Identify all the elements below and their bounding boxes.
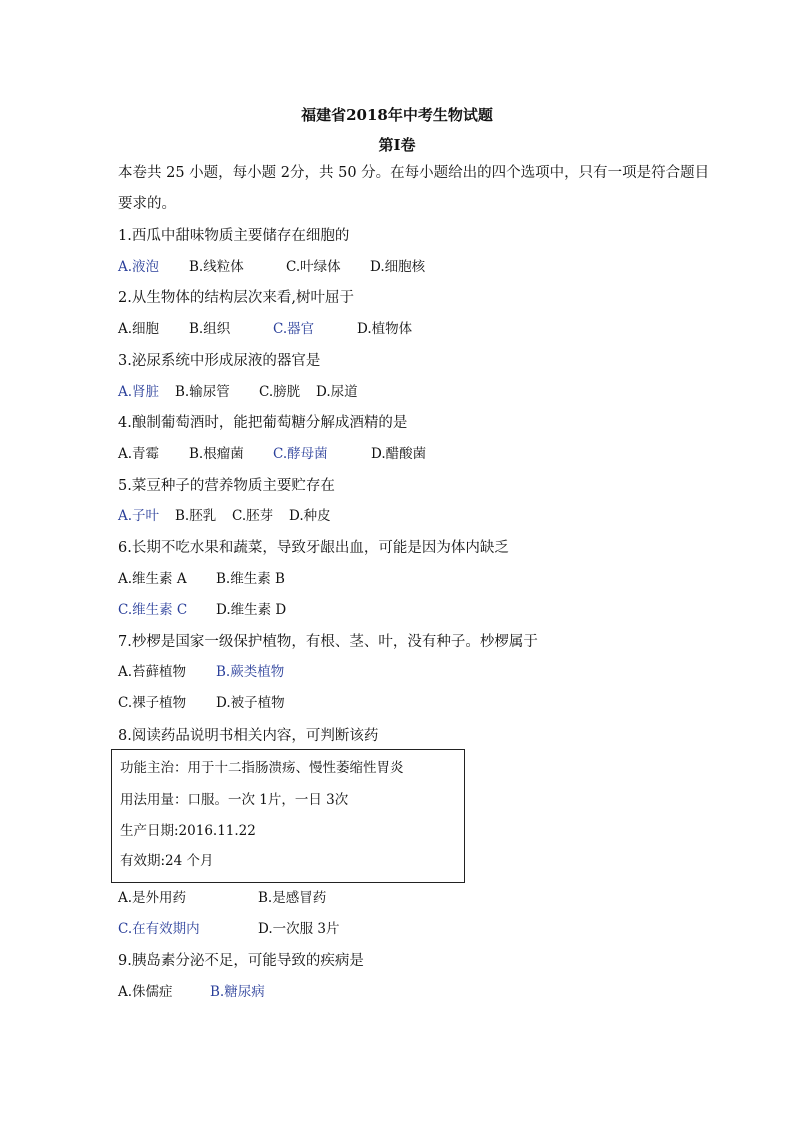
option-5b: B.胚乳 xyxy=(175,508,217,524)
question-2-options xyxy=(118,323,412,337)
question-6-options-row-1 xyxy=(118,573,285,587)
option-9b: B.糖尿病 xyxy=(210,984,265,1000)
option-3c: C.膀胱 xyxy=(259,384,301,400)
option-6a: A.维生素 A xyxy=(118,571,187,587)
option-8b: B.是感冒药 xyxy=(258,890,327,906)
question-7-options-row-1 xyxy=(118,666,284,680)
question-1-stem: 1.西瓜中甜味物质主要储存在细胞的 xyxy=(118,228,350,244)
option-4a: A.青霉 xyxy=(118,446,160,462)
option-1c: C.叶绿体 xyxy=(286,259,341,275)
question-8-options-row-2 xyxy=(118,923,340,937)
question-5-options xyxy=(118,510,331,524)
question-5-stem: 5.菜豆种子的营养物质主要贮存在 xyxy=(118,478,335,494)
option-5c: C.胚芽 xyxy=(232,508,274,524)
medicine-label-box xyxy=(111,749,465,883)
question-1-options xyxy=(118,261,425,275)
option-2d: D.植物体 xyxy=(357,321,413,337)
option-3b: B.输尿管 xyxy=(175,384,230,400)
question-4-stem: 4.酿制葡萄酒时，能把葡萄糖分解成酒精的是 xyxy=(118,415,408,431)
option-1a: A.液泡 xyxy=(118,259,160,275)
page-title: 福建省2018年中考生物试题 xyxy=(301,106,493,124)
option-8d: D.一次服 3片 xyxy=(258,921,340,937)
question-8-options-row-1 xyxy=(118,892,326,906)
question-4-options xyxy=(118,448,426,462)
option-1b: B.线粒体 xyxy=(189,259,244,275)
question-9-stem: 9.胰岛素分泌不足，可能导致的疾病是 xyxy=(118,953,364,969)
option-8c: C.在有效期内 xyxy=(118,921,200,937)
question-9-options xyxy=(118,986,265,1000)
section-title: 第Ⅰ卷 xyxy=(378,136,416,154)
option-6d: D.维生素 D xyxy=(216,602,287,618)
question-7-options-row-2 xyxy=(118,697,285,711)
option-2b: B.组织 xyxy=(189,321,231,337)
option-6b: B.维生素 B xyxy=(216,571,285,587)
question-3-stem: 3.泌尿系统中形成尿液的器官是 xyxy=(118,353,321,369)
option-4b: B.根瘤菌 xyxy=(189,446,244,462)
option-1d: D.细胞核 xyxy=(370,259,426,275)
option-5a: A.子叶 xyxy=(118,508,160,524)
intro-line-1: 本卷共 25 小题，每小题 2分，共 50 分。在每小题给出的四个选项中，只有一项是符合题目 xyxy=(118,165,710,181)
option-6c: C.维生素 C xyxy=(118,602,188,618)
option-2a: A.细胞 xyxy=(118,321,160,337)
option-4d: D.醋酸菌 xyxy=(371,446,427,462)
medicine-production-date: 生产日期:2016.11.22 xyxy=(120,823,256,839)
option-4c: C.酵母菌 xyxy=(273,446,328,462)
option-7b: B.蕨类植物 xyxy=(216,664,285,680)
question-7-stem: 7.杪椤是国家一级保护植物，有根、茎、叶，没有种子。杪椤属于 xyxy=(118,634,538,650)
medicine-dosage: 用法用量：口服。一次 1片，一日 3次 xyxy=(120,792,349,808)
option-5d: D.种皮 xyxy=(289,508,331,524)
question-2-stem: 2.从生物体的结构层次来看,树叶屈于 xyxy=(118,290,354,306)
option-7c: C.裸子植物 xyxy=(118,695,187,711)
option-2c: C.器官 xyxy=(273,321,315,337)
option-3d: D.尿道 xyxy=(316,384,358,400)
question-6-options-row-2 xyxy=(118,604,286,618)
option-9a: A.侏儒症 xyxy=(118,984,173,1000)
medicine-validity: 有效期:24 个月 xyxy=(120,853,214,869)
option-7a: A.苔藓植物 xyxy=(118,664,187,680)
option-7d: D.被子植物 xyxy=(216,695,285,711)
intro-line-2: 要求的。 xyxy=(118,196,176,212)
question-3-options xyxy=(118,386,358,400)
option-3a: A.肾脏 xyxy=(118,384,160,400)
option-8a: A.是外用药 xyxy=(118,890,187,906)
medicine-indication: 功能主治：用于十二指肠溃疡、慢性萎缩性胃炎 xyxy=(120,760,404,776)
question-8-stem: 8.阅读药品说明书相关内容，可判断该药 xyxy=(118,728,379,744)
question-6-stem: 6.长期不吃水果和蔬菜，导致牙龈出血，可能是因为体内缺乏 xyxy=(118,540,509,556)
